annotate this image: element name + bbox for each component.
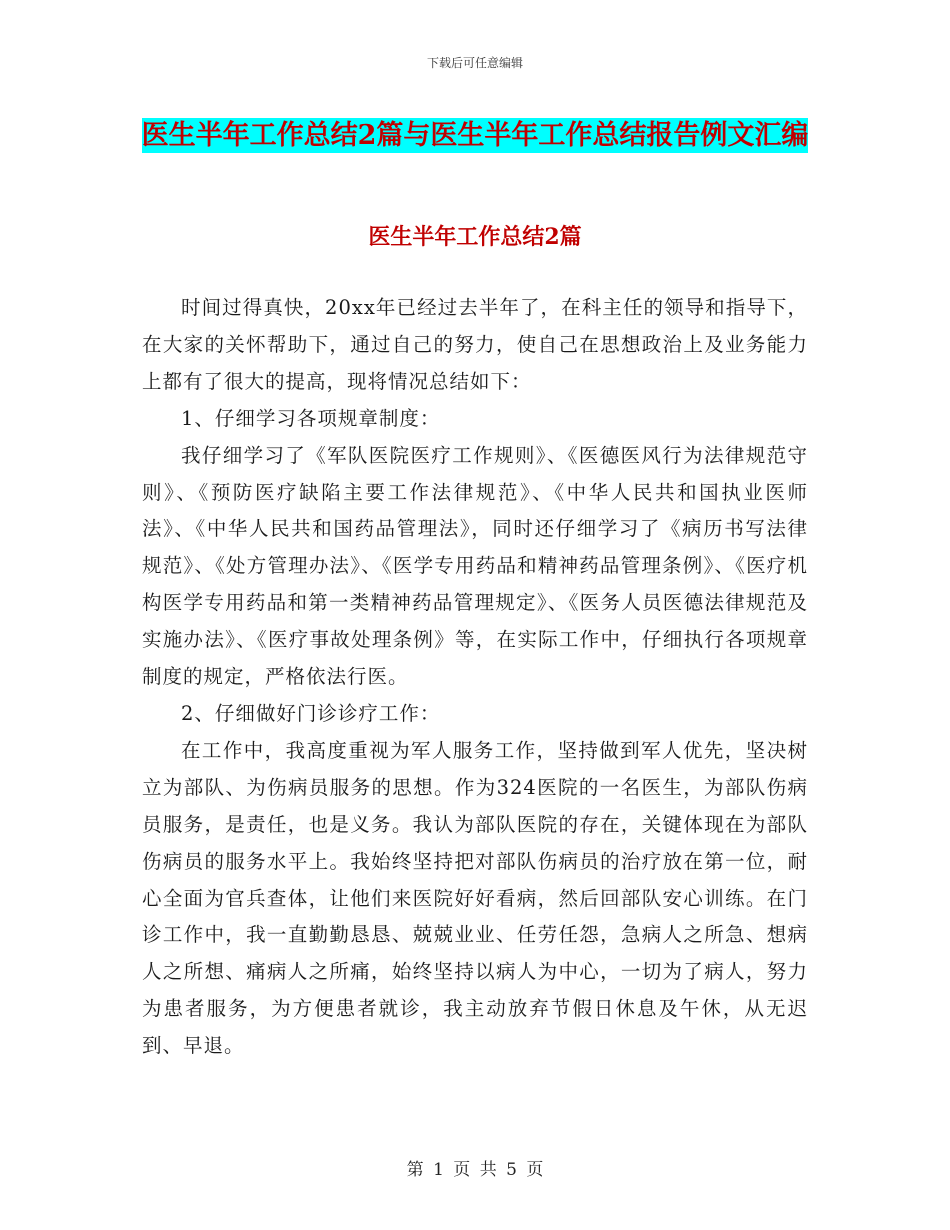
title-highlight: 医生半年工作总结2篇与医生半年工作总结报告例文汇编 (141, 120, 809, 151)
paragraph-heading-1: 1、仔细学习各项规章制度： (181, 406, 441, 430)
page-footer: 第 1 页 共 5 页 (406, 1160, 544, 1180)
paragraph-heading-2: 2、仔细做好门诊诊疗工作： (181, 701, 441, 725)
header-note: 下载后可任意编辑 (426, 56, 523, 70)
section-title: 医生半年工作总结2篇 (368, 224, 582, 250)
document-title (140, 112, 810, 160)
paragraph-intro: 时间过得真快，20xx年已经过去半年了，在科主任的领导和指导下，在大家的关怀帮助下，通过自己的努力，使自己在思想政治上及业务能力上都有了很大的提高，现将情况总结如下： (142, 296, 808, 393)
body-text (142, 290, 808, 1065)
paragraph-clinic-work: 在工作中，我高度重视为军人服务工作，坚持做到军人优先，坚决树立为部队、为伤病员服务的思想。作为324医院的一名医生，为部队伤病员服务，是责任，也是义务。我认为部队医院的存在，关键体现在为部队伤病员的服务水平上。我始终坚持把对部队伤病员的治疗放在第一位，耐心全面为官兵查体，让他们来医院好好看病，然后回部队安心训练。在门诊工作中，我一直勤勤恳恳、兢兢业业、任劳任怨，急病人之所急、想病人之所想、痛病人之所痛，始终坚持以病人为中心，一切为了病人，努力为患者服务，为方便患者就诊，我主动放弃节假日休息及午休，从无迟到、早退。 (142, 738, 808, 1058)
paragraph-regulations: 我仔细学习了《军队医院医疗工作规则》、《医德医风行为法律规范守则》、《预防医疗缺陷主要工作法律规范》、《中华人民共和国执业医师法》、《中华人民共和国药品管理法》，同时还仔细学习了《病历书写法律规范》、《处方管理办法》、《医学专用药品和精神药品管理条例》、《医疗机构医学专用药品和第一类精神药品管理规定》、《医务人员医德法律规范及实施办法》、《医疗事故处理条例》等，在实际工作中，仔细执行各项规章制度的规定，严格依法行医。 (142, 443, 808, 689)
